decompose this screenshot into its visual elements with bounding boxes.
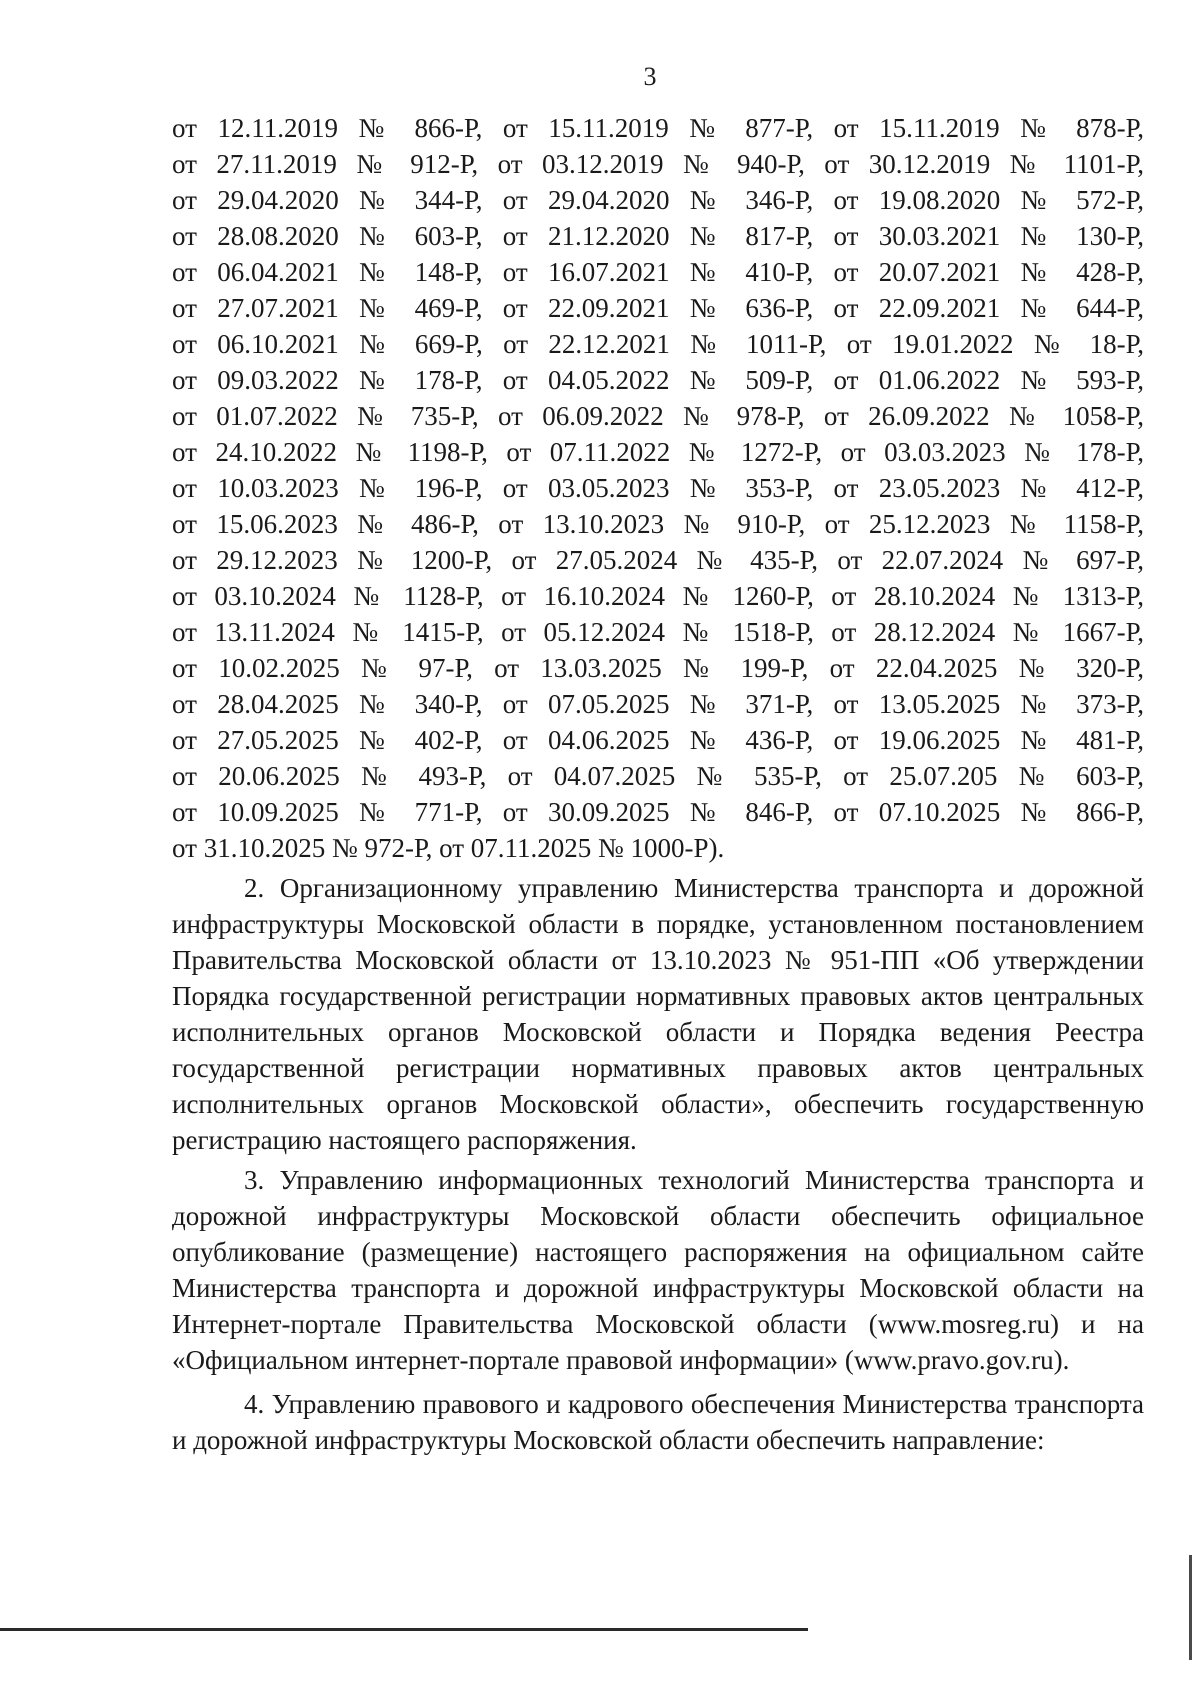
reference-line: от 13.11.2024 № 1415-Р, от 05.12.2024 № 1518-Р, от 28.12.2024 № 1667-Р,	[172, 617, 1144, 647]
reference-line: от 10.02.2025 № 97-Р, от 13.03.2025 № 199-Р, от 22.04.2025 № 320-Р,	[172, 653, 1144, 683]
reference-line: от 06.04.2021 № 148-Р, от 16.07.2021 № 410-Р, от 20.07.2021 № 428-Р,	[172, 257, 1144, 287]
reference-line: от 29.12.2023 № 1200-Р, от 27.05.2024 № 435-Р, от 22.07.2024 № 697-Р,	[172, 545, 1144, 575]
reference-line: от 12.11.2019 № 866-Р, от 15.11.2019 № 877-Р, от 15.11.2019 № 878-Р,	[172, 113, 1144, 143]
reference-line-last: от 31.10.2025 № 972-Р, от 07.11.2025 № 1000-Р).	[172, 833, 725, 863]
reference-line: от 27.11.2019 № 912-Р, от 03.12.2019 № 940-Р, от 30.12.2019 № 1101-Р,	[172, 149, 1144, 179]
reference-line: от 10.03.2023 № 196-Р, от 03.05.2023 № 353-Р, от 23.05.2023 № 412-Р,	[172, 473, 1144, 503]
reference-line: от 29.04.2020 № 344-Р, от 29.04.2020 № 346-Р, от 19.08.2020 № 572-Р,	[172, 185, 1144, 215]
reference-line: от 15.06.2023 № 486-Р, от 13.10.2023 № 910-Р, от 25.12.2023 № 1158-Р,	[172, 509, 1144, 539]
reference-line: от 09.03.2022 № 178-Р, от 04.05.2022 № 509-Р, от 01.06.2022 № 593-Р,	[172, 365, 1144, 395]
reference-line: от 03.10.2024 № 1128-Р, от 16.10.2024 № 1260-Р, от 28.10.2024 № 1313-Р,	[172, 581, 1144, 611]
paragraph-3: 3. Управлению информационных технологий Министерства транспорта и дорожной инфраструктуры Московской области обеспечить официальное опубликование (размещение) настоящего распоряжения на официальном сайте Министерства транспорта и дорожной инфраструктуры Московской области на Интернет-портале Правительства Московской области (www.mosreg.ru) и на «Официальном интернет-портале правовой информации» (www.pravo.gov.ru).	[172, 1165, 1144, 1375]
reference-line: от 10.09.2025 № 771-Р, от 30.09.2025 № 846-Р, от 07.10.2025 № 866-Р,	[172, 797, 1144, 827]
reference-line: от 01.07.2022 № 735-Р, от 06.09.2022 № 978-Р, от 26.09.2022 № 1058-Р,	[172, 401, 1144, 431]
reference-line: от 28.08.2020 № 603-Р, от 21.12.2020 № 817-Р, от 30.03.2021 № 130-Р,	[172, 221, 1144, 251]
reference-line: от 28.04.2025 № 340-Р, от 07.05.2025 № 371-Р, от 13.05.2025 № 373-Р,	[172, 689, 1144, 719]
page-number: 3	[643, 62, 657, 91]
scan-edge-mark	[1189, 1555, 1192, 1660]
reference-line: от 06.10.2021 № 669-Р, от 22.12.2021 № 1011-Р, от 19.01.2022 № 18-Р,	[172, 329, 1144, 359]
reference-line: от 20.06.2025 № 493-Р, от 04.07.2025 № 535-Р, от 25.07.205 № 603-Р,	[172, 761, 1144, 791]
reference-line: от 27.05.2025 № 402-Р, от 04.06.2025 № 436-Р, от 19.06.2025 № 481-Р,	[172, 725, 1144, 755]
paragraph-2: 2. Организационному управлению Министерства транспорта и дорожной инфраструктуры Московской области в порядке, установленном постановлением Правительства Московской области от 13.10.2023 № 951-ПП «Об утверждении Порядка государственной регистрации нормативных правовых актов центральных исполнительных органов Московской области и Порядка ведения Реестра государственной регистрации нормативных правовых актов центральных исполнительных органов Московской области», обеспечить государственную регистрацию настоящего распоряжения.	[172, 873, 1144, 1155]
document-body	[172, 110, 1144, 1458]
paragraph-4: 4. Управлению правового и кадрового обеспечения Министерства транспорта и дорожной инфраструктуры Московской области обеспечить направление:	[172, 1389, 1144, 1455]
scan-edge-line	[0, 1628, 808, 1631]
reference-line: от 24.10.2022 № 1198-Р, от 07.11.2022 № 1272-Р, от 03.03.2023 № 178-Р,	[172, 437, 1144, 467]
reference-line: от 27.07.2021 № 469-Р, от 22.09.2021 № 636-Р, от 22.09.2021 № 644-Р,	[172, 293, 1144, 323]
